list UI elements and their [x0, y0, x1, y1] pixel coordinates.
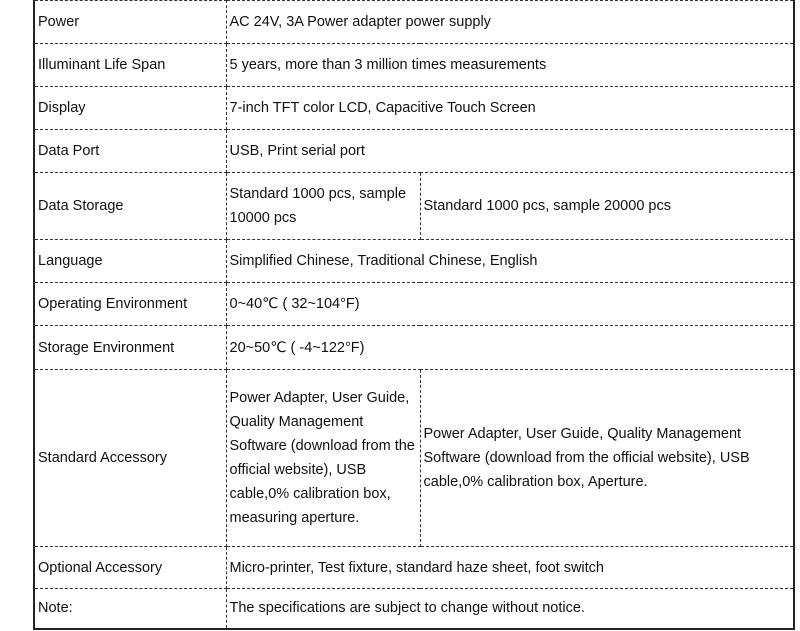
- table-row: [34, 283, 794, 326]
- row-value: The specifications are subject to change without notice.: [226, 589, 794, 629]
- row-label: Operating Environment: [34, 283, 226, 326]
- row-label: Storage Environment: [34, 326, 226, 370]
- row-label: Note:: [34, 589, 226, 629]
- row-value: 0~40℃ ( 32~104°F): [226, 283, 794, 326]
- table-row: [34, 589, 794, 629]
- table-row: [34, 173, 794, 240]
- table-row: [34, 44, 794, 87]
- row-value: Micro-printer, Test fixture, standard haze sheet, foot switch: [226, 547, 794, 589]
- row-label: Display: [34, 87, 226, 130]
- table-row: [34, 240, 794, 283]
- table-row: [34, 547, 794, 589]
- row-value-model-b: Power Adapter, User Guide, Quality Management Software (download from the official website), USB cable,0% calibration box, Aperture.: [420, 370, 794, 547]
- row-value: Simplified Chinese, Traditional Chinese, English: [226, 240, 794, 283]
- row-value-model-a: Power Adapter, User Guide, Quality Management Software (download from the official website), USB cable,0% calibration box, measuring aperture.: [226, 370, 420, 547]
- row-value: USB, Print serial port: [226, 130, 794, 173]
- row-label: Optional Accessory: [34, 547, 226, 589]
- table-row: [34, 326, 794, 370]
- table-row: [34, 130, 794, 173]
- table-row: [34, 370, 794, 547]
- specification-table: [33, 0, 795, 630]
- row-label: Data Port: [34, 130, 226, 173]
- row-value-model-a: Standard 1000 pcs, sample 10000 pcs: [226, 173, 420, 240]
- row-label: Illuminant Life Span: [34, 44, 226, 87]
- row-value: 20~50℃ ( -4~122°F): [226, 326, 794, 370]
- row-label: Power: [34, 1, 226, 44]
- row-value: 5 years, more than 3 million times measurements: [226, 44, 794, 87]
- table-row: [34, 87, 794, 130]
- row-value-model-b: Standard 1000 pcs, sample 20000 pcs: [420, 173, 794, 240]
- row-value: 7-inch TFT color LCD, Capacitive Touch Screen: [226, 87, 794, 130]
- row-value: AC 24V, 3A Power adapter power supply: [226, 1, 794, 44]
- table-row: [34, 1, 794, 44]
- row-label: Data Storage: [34, 173, 226, 240]
- row-label: Language: [34, 240, 226, 283]
- row-label: Standard Accessory: [34, 370, 226, 547]
